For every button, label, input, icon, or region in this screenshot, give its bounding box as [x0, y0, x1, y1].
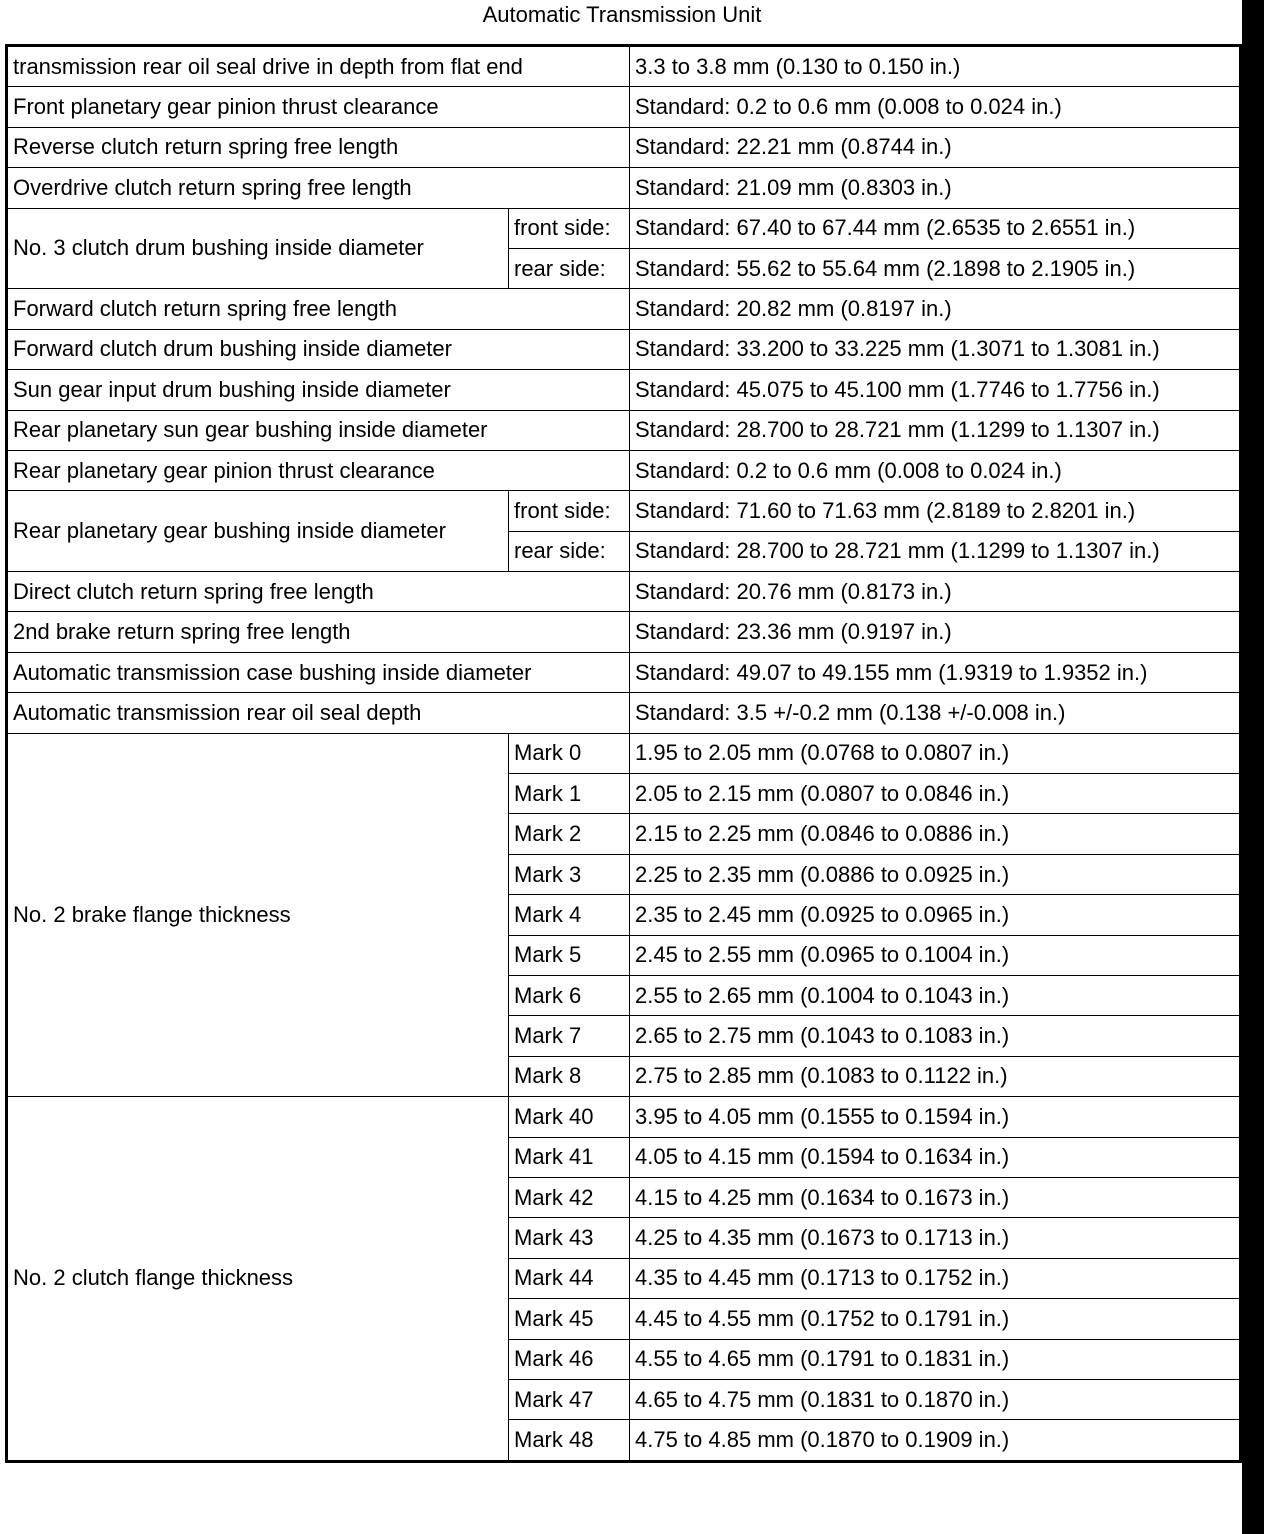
table-row [7, 652, 1241, 692]
spec-sub-label: Mark 7 [509, 1016, 630, 1056]
spec-sub-label: Mark 44 [509, 1258, 630, 1298]
spec-sub-label: Mark 3 [509, 854, 630, 894]
spec-sub-label: Mark 5 [509, 935, 630, 975]
spec-value: 4.25 to 4.35 mm (0.1673 to 0.1713 in.) [630, 1218, 1241, 1258]
spec-sub-label: Mark 46 [509, 1339, 630, 1379]
spec-sub-label: Mark 41 [509, 1137, 630, 1177]
table-row [7, 491, 1241, 531]
spec-sub-label: Mark 8 [509, 1056, 630, 1096]
table-row [7, 370, 1241, 410]
spec-value: Standard: 28.700 to 28.721 mm (1.1299 to 1.1307 in.) [630, 531, 1241, 571]
spec-sub-label: Mark 0 [509, 733, 630, 773]
spec-value: 3.95 to 4.05 mm (0.1555 to 0.1594 in.) [630, 1097, 1241, 1137]
spec-value: Standard: 49.07 to 49.155 mm (1.9319 to 1.9352 in.) [630, 652, 1241, 692]
spec-sub-label: Mark 4 [509, 895, 630, 935]
table-row [7, 693, 1241, 733]
spec-value: 4.15 to 4.25 mm (0.1634 to 0.1673 in.) [630, 1177, 1241, 1217]
spec-sub-label: Mark 47 [509, 1379, 630, 1419]
spec-value: 2.45 to 2.55 mm (0.0965 to 0.1004 in.) [630, 935, 1241, 975]
spec-sub-label: rear side: [509, 248, 630, 288]
spec-value: 2.15 to 2.25 mm (0.0846 to 0.0886 in.) [630, 814, 1241, 854]
spec-value: 2.65 to 2.75 mm (0.1043 to 0.1083 in.) [630, 1016, 1241, 1056]
spec-value: 4.55 to 4.65 mm (0.1791 to 0.1831 in.) [630, 1339, 1241, 1379]
spec-value: 2.35 to 2.45 mm (0.0925 to 0.0965 in.) [630, 895, 1241, 935]
spec-value: Standard: 45.075 to 45.100 mm (1.7746 to 1.7756 in.) [630, 370, 1241, 410]
table-row [7, 410, 1241, 450]
spec-label: Rear planetary sun gear bushing inside diameter [7, 410, 630, 450]
table-row [7, 612, 1241, 652]
table-row [7, 87, 1241, 127]
spec-label: No. 2 brake flange thickness [7, 733, 509, 1097]
table-row [7, 127, 1241, 167]
spec-table-body [7, 46, 1241, 1462]
spec-value: 4.05 to 4.15 mm (0.1594 to 0.1634 in.) [630, 1137, 1241, 1177]
spec-value: Standard: 67.40 to 67.44 mm (2.6535 to 2.6551 in.) [630, 208, 1241, 248]
spec-sub-label: Mark 40 [509, 1097, 630, 1137]
spec-value: Standard: 28.700 to 28.721 mm (1.1299 to 1.1307 in.) [630, 410, 1241, 450]
table-row [7, 329, 1241, 369]
table-row [7, 450, 1241, 490]
spec-table [5, 44, 1242, 1463]
spec-value: Standard: 22.21 mm (0.8744 in.) [630, 127, 1241, 167]
spec-sub-label: Mark 42 [509, 1177, 630, 1217]
spec-sub-label: front side: [509, 208, 630, 248]
spec-value: Standard: 71.60 to 71.63 mm (2.8189 to 2.8201 in.) [630, 491, 1241, 531]
spec-value: 3.3 to 3.8 mm (0.130 to 0.150 in.) [630, 46, 1241, 87]
spec-sub-label: Mark 45 [509, 1299, 630, 1339]
spec-label: No. 2 clutch flange thickness [7, 1097, 509, 1462]
spec-label: Forward clutch drum bushing inside diameter [7, 329, 630, 369]
spec-value: Standard: 3.5 +/-0.2 mm (0.138 +/-0.008 in.) [630, 693, 1241, 733]
page-title: Automatic Transmission Unit [482, 2, 762, 27]
table-row [7, 572, 1241, 612]
spec-label: Automatic transmission rear oil seal depth [7, 693, 630, 733]
spec-value: Standard: 55.62 to 55.64 mm (2.1898 to 2.1905 in.) [630, 248, 1241, 288]
spec-sub-label: front side: [509, 491, 630, 531]
spec-label: 2nd brake return spring free length [7, 612, 630, 652]
spec-value: 1.95 to 2.05 mm (0.0768 to 0.0807 in.) [630, 733, 1241, 773]
spec-value: 4.45 to 4.55 mm (0.1752 to 0.1791 in.) [630, 1299, 1241, 1339]
spec-value: Standard: 21.09 mm (0.8303 in.) [630, 168, 1241, 208]
spec-label: transmission rear oil seal drive in depth from flat end [7, 46, 630, 87]
spec-sub-label: rear side: [509, 531, 630, 571]
spec-label: Automatic transmission case bushing inside diameter [7, 652, 630, 692]
spec-sub-label: Mark 48 [509, 1420, 630, 1461]
spec-value: 2.05 to 2.15 mm (0.0807 to 0.0846 in.) [630, 774, 1241, 814]
spec-label: No. 3 clutch drum bushing inside diameter [7, 208, 509, 289]
spec-value: Standard: 20.82 mm (0.8197 in.) [630, 289, 1241, 329]
spec-value: 4.75 to 4.85 mm (0.1870 to 0.1909 in.) [630, 1420, 1241, 1461]
table-row [7, 289, 1241, 329]
spec-value: 2.25 to 2.35 mm (0.0886 to 0.0925 in.) [630, 854, 1241, 894]
spec-value: 4.35 to 4.45 mm (0.1713 to 0.1752 in.) [630, 1258, 1241, 1298]
right-edge-bar [1242, 0, 1264, 1534]
spec-value: Standard: 20.76 mm (0.8173 in.) [630, 572, 1241, 612]
spec-label: Reverse clutch return spring free length [7, 127, 630, 167]
spec-sub-label: Mark 2 [509, 814, 630, 854]
spec-sub-label: Mark 6 [509, 975, 630, 1015]
spec-label: Overdrive clutch return spring free length [7, 168, 630, 208]
spec-label: Rear planetary gear pinion thrust clearance [7, 450, 630, 490]
spec-value: 2.75 to 2.85 mm (0.1083 to 0.1122 in.) [630, 1056, 1241, 1096]
spec-label: Direct clutch return spring free length [7, 572, 630, 612]
spec-value: 4.65 to 4.75 mm (0.1831 to 0.1870 in.) [630, 1379, 1241, 1419]
spec-label: Forward clutch return spring free length [7, 289, 630, 329]
table-row [7, 168, 1241, 208]
spec-value: Standard: 23.36 mm (0.9197 in.) [630, 612, 1241, 652]
spec-label: Rear planetary gear bushing inside diameter [7, 491, 509, 572]
table-row [7, 46, 1241, 87]
table-row [7, 1097, 1241, 1137]
spec-sub-label: Mark 1 [509, 774, 630, 814]
spec-label: Front planetary gear pinion thrust clearance [7, 87, 630, 127]
spec-sub-label: Mark 43 [509, 1218, 630, 1258]
table-row [7, 208, 1241, 248]
spec-value: Standard: 0.2 to 0.6 mm (0.008 to 0.024 in.) [630, 450, 1241, 490]
spec-value: 2.55 to 2.65 mm (0.1004 to 0.1043 in.) [630, 975, 1241, 1015]
spec-label: Sun gear input drum bushing inside diameter [7, 370, 630, 410]
spec-value: Standard: 33.200 to 33.225 mm (1.3071 to 1.3081 in.) [630, 329, 1241, 369]
spec-value: Standard: 0.2 to 0.6 mm (0.008 to 0.024 in.) [630, 87, 1241, 127]
table-row [7, 733, 1241, 773]
